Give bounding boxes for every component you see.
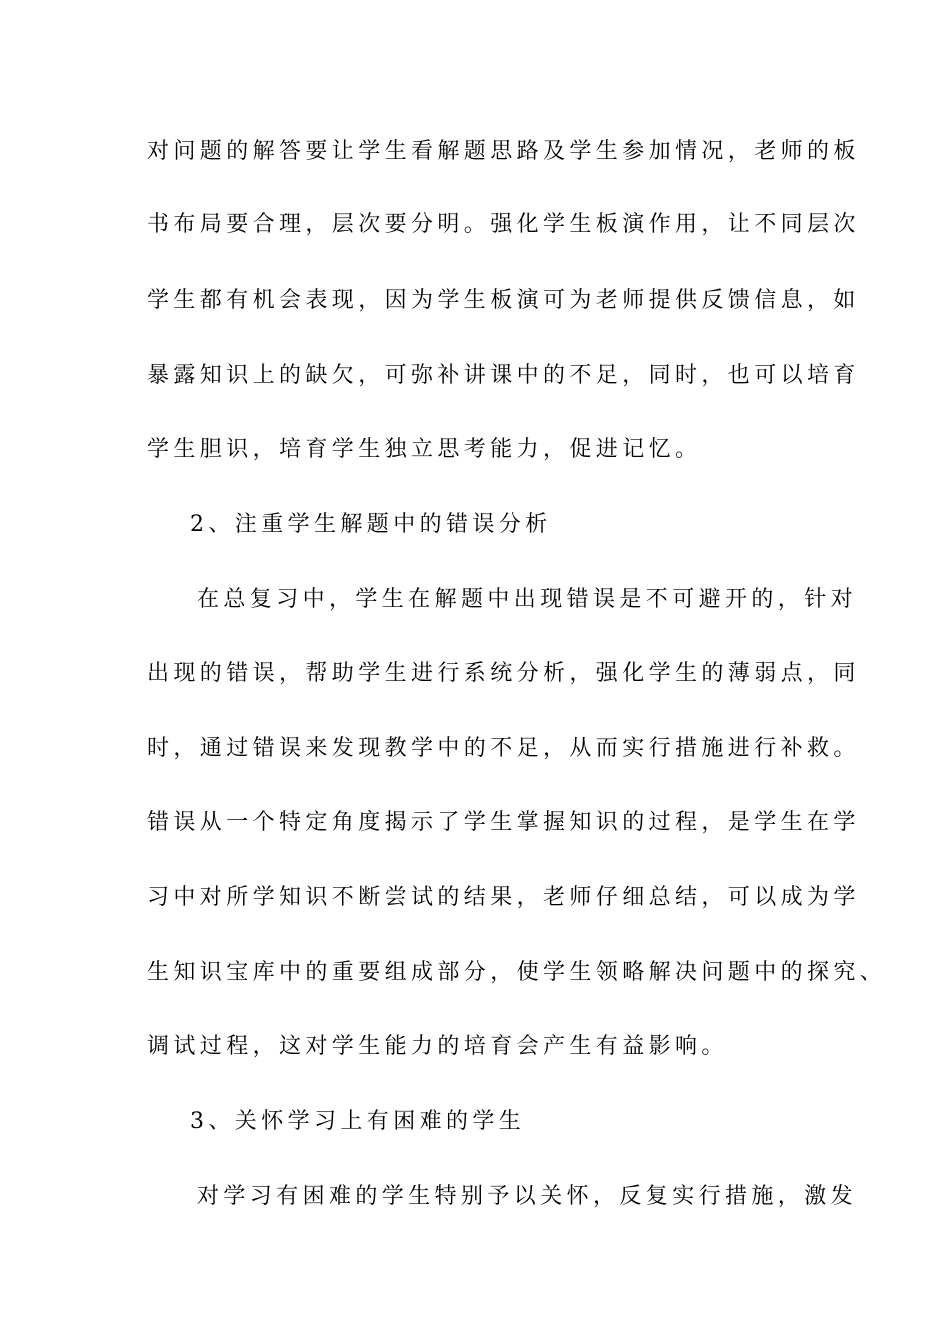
paragraph-line: 对学习有困难的学生特别予以关怀，反复实行措施，激发 [197, 1184, 858, 1209]
paragraph-line: 调试过程，这对学生能力的培育会产生有益影响。 [147, 1034, 728, 1059]
paragraph-line: 书布局要合理，层次要分明。强化学生板演作用，让不同层次 [147, 212, 860, 237]
section-heading: 3、关怀学习上有困难的学生 [190, 1109, 526, 1134]
paragraph-line: 学生都有机会表现，因为学生板演可为老师提供反馈信息，如 [147, 288, 860, 313]
paragraph-line: 习中对所学知识不断尝试的结果，老师仔细总结，可以成为学 [147, 885, 860, 910]
paragraph-line: 时，通过错误来发现教学中的不足，从而实行措施进行补救。 [147, 736, 860, 761]
paragraph-line: 暴露知识上的缺欠，可弥补讲课中的不足，同时，也可以培育 [147, 363, 860, 388]
paragraph-line: 在总复习中，学生在解题中出现错误是不可避开的，针对 [197, 587, 858, 612]
paragraph-line: 学生胆识，培育学生独立思考能力，促进记忆。 [147, 437, 702, 462]
section-heading: 2、注重学生解题中的错误分析 [190, 512, 552, 537]
paragraph-line: 错误从一个特定角度揭示了学生掌握知识的过程，是学生在学 [147, 810, 860, 835]
paragraph-line: 出现的错误，帮助学生进行系统分析，强化学生的薄弱点，同 [147, 661, 860, 686]
paragraph-line: 生知识宝库中的重要组成部分，使学生领略解决问题中的探究、 [147, 960, 887, 985]
paragraph-line: 对问题的解答要让学生看解题思路及学生参加情况，老师的板 [147, 139, 860, 164]
